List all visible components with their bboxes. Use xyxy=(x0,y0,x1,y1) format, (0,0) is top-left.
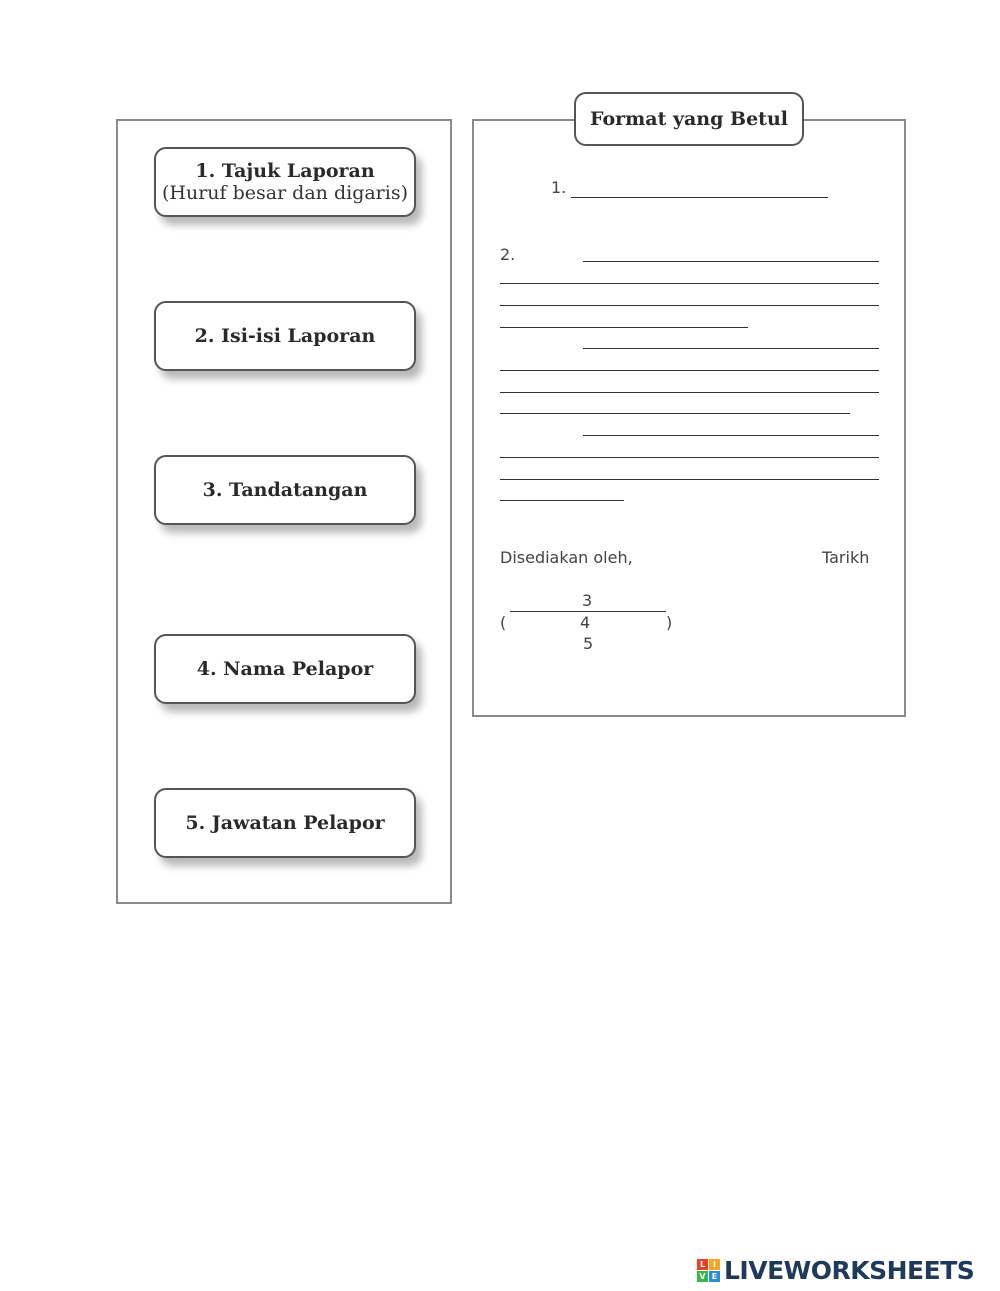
paren-close: ) xyxy=(666,613,673,632)
label-card-jawatan-pelapor[interactable] xyxy=(154,788,416,858)
liveworksheets-logo xyxy=(697,1255,974,1285)
card-title: 1. Tajuk Laporan xyxy=(195,160,375,182)
title-drop-line[interactable] xyxy=(571,197,828,198)
logo-icon xyxy=(697,1259,720,1282)
card-title: 3. Tandatangan xyxy=(202,479,368,501)
name-slot-4[interactable]: 4 xyxy=(580,613,591,632)
logo-tile: L xyxy=(697,1259,708,1270)
card-title: 4. Nama Pelapor xyxy=(196,658,374,680)
signature-slot-3[interactable]: 3 xyxy=(582,591,593,610)
format-panel xyxy=(472,119,906,717)
date-label: Tarikh xyxy=(822,548,870,567)
item-1-number: 1. xyxy=(551,178,567,197)
labels-panel xyxy=(116,119,452,904)
card-title: 5. Jawatan Pelapor xyxy=(185,812,385,834)
card-subtitle: (Huruf besar dan digaris) xyxy=(161,182,409,204)
format-title: Format yang Betul xyxy=(574,92,804,146)
position-slot-5[interactable]: 5 xyxy=(583,634,594,653)
item-2-number: 2. xyxy=(500,245,516,264)
label-card-tajuk-laporan[interactable] xyxy=(154,147,416,217)
logo-text: LIVEWORKSHEETS xyxy=(724,1255,975,1285)
card-title: 2. Isi-isi Laporan xyxy=(194,325,376,347)
logo-tile: I xyxy=(709,1259,720,1270)
label-card-isi-laporan[interactable] xyxy=(154,301,416,371)
logo-tile: V xyxy=(697,1271,708,1282)
label-card-nama-pelapor[interactable] xyxy=(154,634,416,704)
logo-tile: E xyxy=(709,1271,720,1282)
signature-line xyxy=(510,611,666,612)
prepared-by-label: Disediakan oleh, xyxy=(500,548,633,567)
paren-open: ( xyxy=(500,613,507,632)
label-card-tandatangan[interactable] xyxy=(154,455,416,525)
